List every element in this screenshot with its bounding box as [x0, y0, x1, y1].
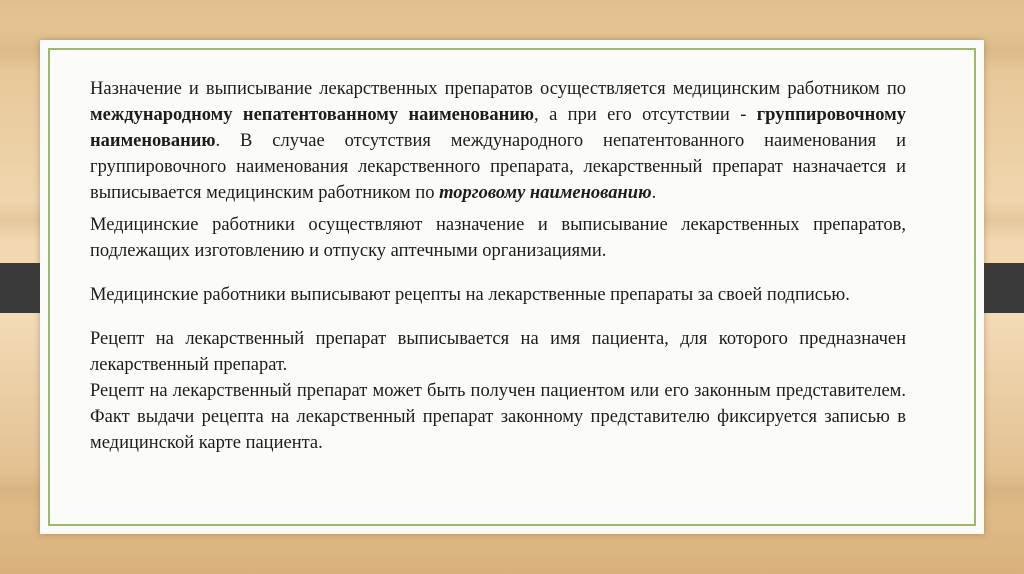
- paragraph-pharmacy-preparation: Медицинские работники осуществляют назначение и выписывание лекарственных препаратов, подлежащих изготовлению и отпуску аптечными организациями.: [90, 215, 906, 261]
- paragraph-prescribing-names: [90, 76, 906, 206]
- bold-term-inn: международному непатентованному наименованию: [90, 105, 535, 125]
- slide-card: [40, 40, 984, 534]
- slide-content: [90, 76, 906, 456]
- text-span: .: [651, 183, 657, 203]
- text-span: . В случае отсутствия международного непатентованного наименования и группировочного наименования лекарственного препарата, лекарственный препарат назначается и выписывается медицинским работником по: [90, 131, 906, 203]
- text-span: Назначение и выписывание лекарственных препаратов осуществляется медицинским работником по: [90, 79, 906, 99]
- bold-italic-term-trade-name: торговому наименованию: [439, 183, 652, 203]
- paragraph-signature: Медицинские работники выписывают рецепты на лекарственные препараты за своей подписью.: [90, 285, 850, 305]
- paragraph-representative: Рецепт на лекарственный препарат может быть получен пациентом или его законным представителем. Факт выдачи рецепта на лекарственный препарат законному представителю фиксируется записью в медицинской карте пациента.: [90, 381, 906, 453]
- paragraph-patient-name: Рецепт на лекарственный препарат выписывается на имя пациента, для которого предназначен лекарственный препарат.: [90, 329, 906, 375]
- bold-term-group-name: группировочному наименованию: [90, 105, 906, 151]
- text-span: , а при его отсутствии -: [534, 105, 757, 125]
